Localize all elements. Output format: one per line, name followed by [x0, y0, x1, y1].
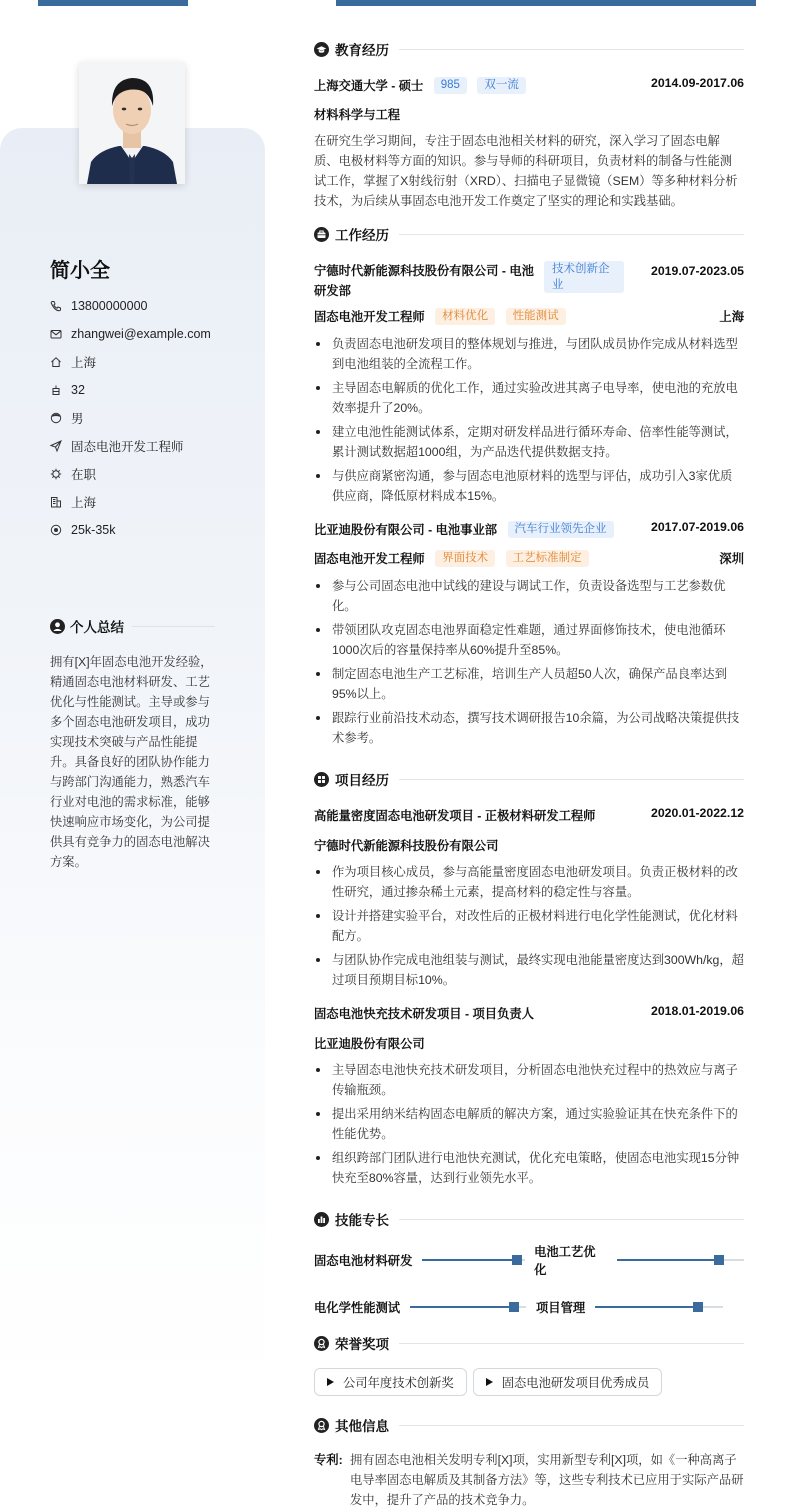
phone-icon: [50, 300, 62, 312]
project-company: 比亚迪股份有限公司: [314, 1037, 425, 1051]
skill-bar-fill: [410, 1306, 514, 1308]
summary-text: 拥有[X]年固态电池开发经验，精通固态电池材料研发、工艺优化与性能测试。主导或参与多个固态电池研发项目，成功实现技术突破与产品性能提升。具备良好的团队协作能力与跨部门沟通能力，熟悉汽车行业对电池的需求标准，能够快速响应市场变化，为公司提供具有竞争力的固态电池解决方案。: [50, 655, 213, 869]
education-title: 教育经历: [335, 43, 389, 58]
list-item: 与供应商紧密沟通，参与固态电池原材料的选型与评估，成功引入3家优质供应商，降低原材料成本15%。: [314, 466, 744, 506]
salary-value: 25k-35k: [71, 523, 116, 537]
skills-row: [314, 1242, 744, 1278]
job-date: 2019.07-2023.05: [651, 264, 744, 278]
info-status: [50, 460, 211, 488]
list-item: 带领团队攻克固态电池界面稳定性难题，通过界面修饰技术，使电池循环1000次后的容量保持率从60%提升至85%。: [314, 620, 744, 660]
skills-title: 技能专长: [335, 1213, 389, 1228]
skill-bar: [595, 1306, 723, 1308]
job-role: 固态电池开发工程师: [314, 552, 425, 566]
list-item: 组织跨部门团队进行电池快充测试，优化充电策略，使固态电池实现15分钟快充至80%容量，达到行业领先水平。: [314, 1148, 744, 1188]
divider: [399, 1343, 744, 1344]
other-title: 其他信息: [335, 1419, 389, 1434]
job-date: 2017.07-2019.06: [651, 520, 744, 534]
skill-item: [534, 1242, 744, 1278]
education-heading: [314, 38, 744, 60]
project-date: 2018.01-2019.06: [651, 1004, 744, 1018]
patent-text: 拥有固态电池相关发明专利[X]项，实用新型专利[X]项，如《一种高离子电导率固态电解质及其制备方法》等，这些专利技术已应用于实际产品研发中，提升了产品的技术竞争力。: [350, 1453, 744, 1507]
work-heading: [314, 223, 744, 245]
info-gender: [50, 404, 211, 432]
award-label: 公司年度技术创新奖: [343, 1376, 454, 1390]
skill-bar-knob: [693, 1302, 703, 1312]
list-item: 设计并搭建实验平台，对改性后的正极材料进行电化学性能测试，优化材料配方。: [314, 906, 744, 946]
skill-name: 电池工艺优化: [534, 1245, 596, 1277]
list-item: 主导固态电解质的优化工作，通过实验改进其离子电导率，使电池的充放电效率提升了20%。: [314, 378, 744, 418]
job-bullets: [314, 334, 744, 506]
skills-heading: [314, 1208, 744, 1230]
summary-heading: [50, 616, 215, 636]
info-email: [50, 320, 211, 348]
role-tag: 工艺标准制定: [506, 550, 589, 567]
education-major: 材料科学与工程: [314, 108, 401, 122]
job-role-row: [314, 549, 744, 568]
gender-icon: [50, 412, 62, 424]
profile-photo: [79, 62, 185, 184]
project-date: 2020.01-2022.12: [651, 806, 744, 820]
award-icon: [314, 1418, 329, 1433]
skill-bar-knob: [714, 1255, 724, 1265]
job-role: 固态电池开发工程师: [314, 310, 425, 324]
role-tag: 材料优化: [435, 308, 495, 325]
main-content: [314, 38, 744, 1510]
patent-label: 专利:: [314, 1453, 343, 1467]
job-city: 上海: [719, 310, 744, 324]
mail-icon: [50, 328, 62, 340]
skill-name: 项目管理: [536, 1301, 586, 1315]
divider: [399, 779, 744, 780]
project-name: 固态电池快充技术研发项目 - 项目负责人: [314, 1007, 534, 1021]
status-icon: [50, 468, 62, 480]
grid-icon: [314, 772, 329, 787]
skills-row: [314, 1298, 744, 1316]
job-target-value: 固态电池开发工程师: [71, 440, 184, 454]
home-icon: [50, 356, 62, 368]
info-location: [50, 348, 211, 376]
skill-bar: [410, 1306, 526, 1308]
summary-title: 个人总结: [70, 620, 124, 635]
education-date: 2014.09-2017.06: [651, 76, 744, 90]
play-icon: [327, 1378, 334, 1386]
skill-bar-knob: [512, 1255, 522, 1265]
project-bullets: [314, 1060, 744, 1188]
project-row: [314, 1004, 744, 1022]
info-phone: [50, 292, 211, 320]
skill-item: [314, 1298, 536, 1316]
gender-value: 男: [71, 412, 84, 426]
projects-title: 项目经历: [335, 773, 389, 788]
candidate-name: 简小全: [50, 260, 110, 282]
send-icon: [50, 440, 62, 452]
top-accent-bar-left: [38, 0, 188, 6]
award-item: [314, 1368, 467, 1396]
skill-bar: [422, 1259, 525, 1261]
skill-bar-fill: [617, 1259, 718, 1261]
top-accent-bar-right: [336, 0, 756, 6]
info-salary: [50, 516, 211, 544]
awards-heading: [314, 1332, 744, 1354]
company-tag: 技术创新企业: [544, 261, 624, 293]
list-item: 跟踪行业前沿技术动态，撰写技术调研报告10余篇，为公司战略决策提供技术参考。: [314, 708, 744, 748]
graduation-cap-icon: [314, 42, 329, 57]
work-title: 工作经历: [335, 228, 389, 243]
salary-icon: [50, 524, 62, 536]
skill-item: [536, 1298, 723, 1316]
school-name: 上海交通大学 - 硕士: [314, 79, 424, 93]
job-role-row: [314, 307, 744, 326]
award-item: [473, 1368, 663, 1396]
award-icon: [314, 1336, 329, 1351]
award-label: 固态电池研发项目优秀成员: [501, 1376, 650, 1390]
job-city: 深圳: [719, 552, 744, 566]
divider: [399, 49, 744, 50]
divider: [399, 234, 744, 235]
list-item: 主导固态电池快充技术研发项目，分析固态电池快充过程中的热效应与离子传输瓶颈。: [314, 1060, 744, 1100]
skill-bar-fill: [422, 1259, 517, 1261]
other-heading: [314, 1414, 744, 1436]
project-bullets: [314, 862, 744, 990]
company-tag: 汽车行业领先企业: [508, 521, 614, 538]
phone-value: 13800000000: [71, 299, 148, 313]
list-item: 负责固态电池研发项目的整体规划与推进，与团队成员协作完成从材料选型到电池组装的全流程工作。: [314, 334, 744, 374]
education-tag: 双一流: [477, 77, 526, 94]
company-name: 宁德时代新能源科技股份有限公司 - 电池研发部: [314, 264, 534, 298]
education-row: [314, 76, 744, 95]
info-work-city: [50, 488, 211, 516]
list-item: 制定固态电池生产工艺标准，培训生产人员超50人次，确保产品良率达到95%以上。: [314, 664, 744, 704]
list-item: 建立电池性能测试体系，定期对研发样品进行循环寿命、倍率性能等测试，累计测试数据超1000组，为产品迭代提供数据支持。: [314, 422, 744, 462]
project-row: [314, 806, 744, 824]
divider: [132, 626, 215, 627]
user-circle-icon: [50, 619, 65, 634]
list-item: 与团队协作完成电池组装与测试，最终实现电池能量密度达到300Wh/kg，超过项目预期目标10%。: [314, 950, 744, 990]
skill-bar-fill: [595, 1306, 697, 1308]
info-age: [50, 376, 211, 404]
info-job-target: [50, 432, 211, 460]
list-item: 提出采用纳米结构固态电解质的解决方案，通过实验验证其在快充条件下的性能优势。: [314, 1104, 744, 1144]
skill-name: 电化学性能测试: [314, 1301, 401, 1315]
skill-bar-knob: [509, 1302, 519, 1312]
role-tag: 性能测试: [506, 308, 566, 325]
job-bullets: [314, 576, 744, 748]
location-value: 上海: [71, 356, 97, 370]
skill-item: [314, 1242, 534, 1278]
awards-title: 荣誉奖项: [335, 1337, 389, 1352]
email-value: zhangwei@example.com: [71, 327, 211, 341]
awards-list: [314, 1368, 744, 1396]
company-name: 比亚迪股份有限公司 - 电池事业部: [314, 523, 498, 537]
skill-bar: [617, 1259, 744, 1261]
age-value: 32: [71, 383, 85, 397]
bar-chart-icon: [314, 1212, 329, 1227]
list-item: 作为项目核心成员，参与高能量密度固态电池研发项目。负责正极材料的改性研究，通过掺杂稀土元素，提高材料的稳定性与容量。: [314, 862, 744, 902]
job-row: [314, 520, 744, 539]
list-item: 参与公司固态电池中试线的建设与调试工作，负责设备选型与工艺参数优化。: [314, 576, 744, 616]
projects-heading: [314, 768, 744, 790]
project-company: 宁德时代新能源科技股份有限公司: [314, 839, 499, 853]
job-row: [314, 261, 744, 301]
divider: [399, 1219, 744, 1220]
building-icon: [50, 496, 62, 508]
education-tag: 985: [434, 77, 467, 94]
project-name: 高能量密度固态电池研发项目 - 正极材料研发工程师: [314, 809, 596, 823]
education-description: 在研究生学习期间，专注于固态电池相关材料的研究，深入学习了固态电解质、电极材料等方面的知识。参与导师的科研项目，负责材料的制备与性能测试工作，掌握了X射线衍射（XRD）、扫描电子显微镜（SEM）等多种材料分析技术，为后续从事固态电池开发工作奠定了坚实的理论和实践基础。: [314, 134, 738, 208]
role-tag: 界面技术: [435, 550, 495, 567]
briefcase-icon: [314, 227, 329, 242]
age-icon: [50, 384, 62, 396]
divider: [399, 1425, 744, 1426]
play-icon: [486, 1378, 493, 1386]
patent-info: [314, 1450, 744, 1510]
skill-name: 固态电池材料研发: [314, 1254, 413, 1268]
contact-info-list: [50, 292, 211, 544]
status-value: 在职: [71, 468, 97, 482]
work-city-value: 上海: [71, 496, 97, 510]
